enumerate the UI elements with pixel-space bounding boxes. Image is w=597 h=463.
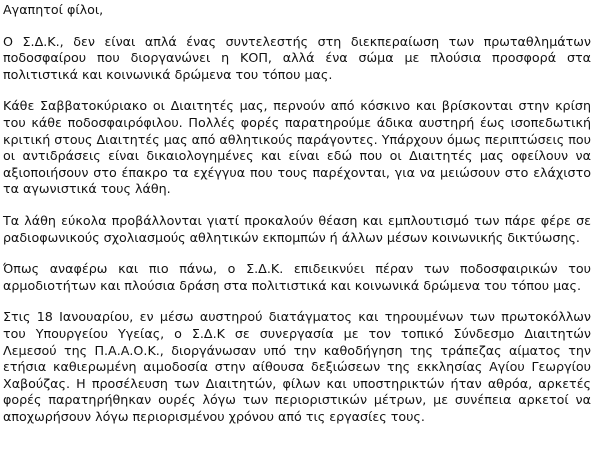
text-line: αξιοποιήσουν στο έπακρο τα εχέγγυα που τους παρέχονται, για να μειώσουν στο ελάχιστο <box>3 164 591 180</box>
paragraph-1 <box>3 34 591 84</box>
text-line: Όπως αναφέρω και πιο πάνω, ο Σ.Δ.Κ. επιδεικνύει πέραν των ποδοσφαιρικών του <box>3 261 591 277</box>
greeting: Αγαπητοί φίλοι, <box>3 2 104 17</box>
paragraph-5 <box>3 309 591 425</box>
text-line: Στις 18 Ιανουαρίου, εν μέσω αυστηρού διατάγματος και τηρουμένων των πρωτοκόλλων <box>3 309 591 325</box>
text-line: τα αγωνιστικά τους λάθη. <box>3 181 171 197</box>
text-line: Λεμεσού της Π.Α.Α.Ο.Κ., διοργάνωσαν υπό την καθοδήγηση της τράπεζας αίματος την <box>3 342 591 358</box>
text-line: πολιτιστικά και κοινωνικά δρώμενα του τόπου μας. <box>3 66 333 82</box>
text-line: Κάθε Σαββατοκύριακο οι Διαιτητές μας, περνούν από κόσκινο και βρίσκονται στην κρίση <box>3 98 591 114</box>
text-line: κριτική στους Διαιτητές μας από αθλητικούς παράγοντες. Υπάρχουν όμως περιπτώσεις που <box>3 131 591 147</box>
text-line: οι αντιδράσεις είναι δικαιολογημένες και είναι εδώ που οι Διαιτητές μας οφείλουν να <box>3 148 591 164</box>
text-line: ετήσια καθιερωμένη αιμοδοσία στην αίθουσα δεξιώσεων της εκκλησίας Αγίου Γεωργίου <box>3 359 591 375</box>
text-line: Χαβούζας. Η προσέλευση των Διαιτητών, φίλων και υποστηρικτών ήταν αθρόα, αρκετές <box>3 375 591 391</box>
text-line: του Υπουργείου Υγείας, ο Σ.Δ.Κ σε συνεργασία με τον τοπικό Σύνδεσμο Διαιτητών <box>3 325 591 341</box>
text-line: ποδοσφαίρου που διοργανώνει η ΚΟΠ, αλλά ένα σώμα με πλούσια προσφορά στα <box>3 50 591 66</box>
text-line: αποχωρήσουν λόγω περιορισμένου χρόνου από τις εργασίες τους. <box>3 408 425 424</box>
text-line: φορές παρατηρήθηκαν ουρές λόγω των περιοριστικών μέτρων, με συνέπεια αρκετοί να <box>3 392 591 408</box>
paragraph-2 <box>3 98 591 198</box>
text-line: αρμοδιοτήτων και πλούσια δράση στα πολιτιστικά και κοινωνικά δρώμενα του τόπου μας. <box>3 277 582 293</box>
paragraph-4 <box>3 261 591 294</box>
letter-document <box>3 2 591 425</box>
text-line: του κάθε ποδοσφαιρόφιλου. Πολλές φορές παρατηρούμε άδικα αυστηρή έως ισοπεδωτική <box>3 114 591 130</box>
text-line: ραδιοφωνικούς σχολιασμούς αθλητικών εκπομπών ή άλλων μέσων κοινωνικής δικτύωσης. <box>3 229 580 245</box>
text-line: Ο Σ.Δ.Κ., δεν είναι απλά ένας συντελεστής στη διεκπεραίωση των πρωταθλημάτων <box>3 33 591 49</box>
paragraph-3 <box>3 213 591 246</box>
text-line: Τα λάθη εύκολα προβάλλονται γιατί προκαλούν θέαση και εμπλουτισμό των πάρε φέρε σε <box>3 212 591 228</box>
